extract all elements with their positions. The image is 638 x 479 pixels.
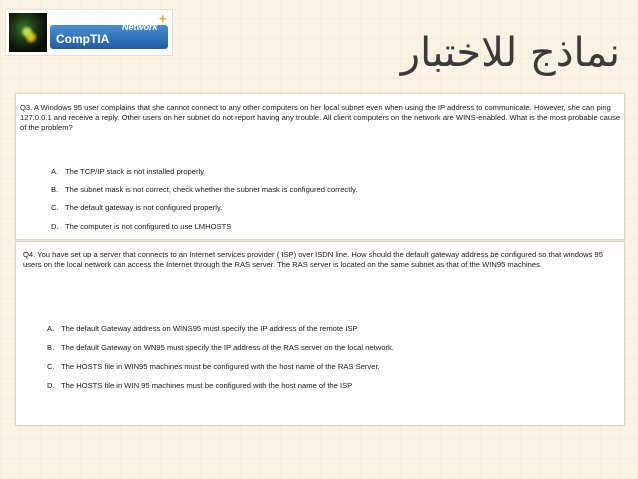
- answer-option-b: [51, 185, 357, 194]
- answer-option-a: [51, 167, 204, 176]
- question-text: Q3. A Windows 95 user complains that she cannot connect to any other computers on her local subnet even when using the IP address to communicate. However, she can ping 127.0.0.1 and receive a reply. Other users on her subnet do not report having any trouble. All client computers on the network are WINS-enabled. What is the most probable cause of the problem?: [20, 103, 621, 132]
- option-text: The default gateway is not configured properly.: [65, 203, 223, 212]
- answer-option-c: [51, 203, 222, 212]
- logo-brand: CompTIA: [56, 32, 110, 46]
- option-letter: A.: [47, 324, 55, 333]
- answer-option-c: [47, 362, 380, 371]
- option-text: The TCP/IP stack is not installed properly: [65, 167, 205, 176]
- option-text: The subnet mask is not correct, check whether the subnet mask is configured correctly.: [65, 185, 358, 194]
- answer-option-d: [51, 222, 231, 231]
- logo-plus: +: [159, 11, 167, 26]
- option-letter: B.: [51, 185, 59, 194]
- question-panel-q4: [15, 241, 625, 426]
- option-text: The default Gateway on WN95 must specify the IP address of the RAS server on the local network.: [61, 343, 394, 352]
- option-text: The default Gateway address on WINS95 must specify the IP address of the remote ISP: [61, 324, 358, 333]
- question-panel-q3: [15, 93, 625, 240]
- globe-icon: [9, 13, 47, 52]
- answer-option-a: [47, 324, 358, 333]
- option-letter: A.: [51, 167, 59, 176]
- answer-option-d: [47, 381, 352, 390]
- option-letter: C.: [47, 362, 55, 371]
- logo-product: Network: [122, 22, 158, 32]
- slide-title: نماذج للاختبار: [400, 30, 620, 76]
- option-text: The HOSTS file in WIN95 machines must be configured with the host name of the RAS Server.: [61, 362, 380, 371]
- option-letter: D.: [51, 222, 59, 231]
- option-letter: B.: [47, 343, 55, 352]
- option-letter: D.: [47, 381, 55, 390]
- option-letter: C.: [51, 203, 59, 212]
- comptia-network-logo: [5, 9, 173, 56]
- answer-option-b: [47, 343, 394, 352]
- question-text: Q4. You have set up a server that connects to an Internet services provider ( ISP) over ISDN line. How should the default gateway address be configured so that windows 95 users on the local network can access the Internet through the RAS server. The RAS server is located on the same subnet as that of the WIN95 machines.: [23, 250, 603, 269]
- option-text: The computer is not configured to use LMHOSTS: [65, 222, 232, 231]
- option-text: The HOSTS file in WIN 95 machines must be configured with the host name of the ISP: [61, 381, 353, 390]
